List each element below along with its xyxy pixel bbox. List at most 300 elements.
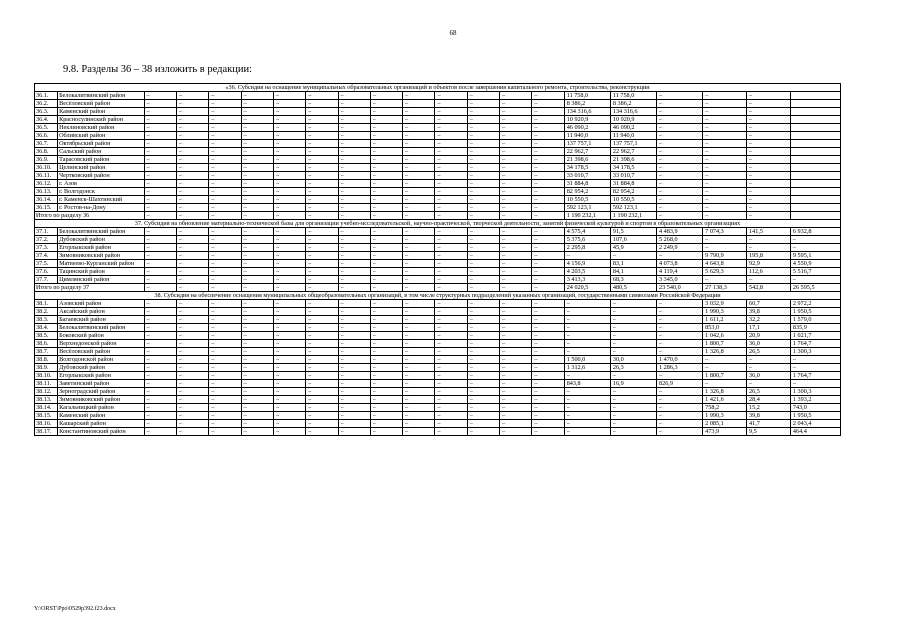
value-cell: – [403, 268, 435, 276]
value-cell: – [657, 196, 703, 204]
total-value-cell: 26 595,5 [790, 284, 840, 292]
value-cell: – [703, 204, 747, 212]
value-cell: – [241, 404, 273, 412]
row-number: 37.3. [35, 244, 58, 252]
municipality-name: Зимовниковский район [58, 396, 145, 404]
municipality-name: г. Волгодонск [58, 188, 145, 196]
value-cell: – [273, 300, 305, 308]
value-cell: – [209, 268, 241, 276]
value-cell: – [144, 388, 176, 396]
table-row [35, 244, 841, 252]
value-cell: – [176, 396, 208, 404]
value-cell: – [610, 372, 656, 380]
value-cell: – [370, 412, 402, 420]
value-cell: – [176, 316, 208, 324]
value-cell: – [176, 180, 208, 188]
value-cell: – [370, 364, 402, 372]
page-number: 68 [449, 29, 457, 37]
value-cell: 1 990,3 [703, 308, 747, 316]
value-cell: 91,5 [610, 228, 656, 236]
value-cell: – [657, 308, 703, 316]
row-number: 37.2. [35, 236, 58, 244]
value-cell: – [435, 252, 467, 260]
value-cell: 10 920,9 [610, 116, 656, 124]
value-cell: – [176, 300, 208, 308]
value-cell: 1 611,2 [703, 316, 747, 324]
row-number: 37.6. [35, 268, 58, 276]
value-cell: – [500, 172, 532, 180]
value-cell: – [790, 276, 840, 284]
value-cell: – [176, 116, 208, 124]
value-cell: – [306, 428, 338, 436]
value-cell: – [144, 124, 176, 132]
value-cell: – [403, 380, 435, 388]
value-cell: – [467, 156, 499, 164]
value-cell: – [747, 196, 791, 204]
value-cell: 28,4 [747, 396, 791, 404]
section-heading: 9.8. Разделы 36 – 38 изложить в редакции: [63, 64, 252, 75]
empty-cell [790, 156, 840, 164]
value-cell: – [338, 348, 370, 356]
value-cell: 1 326,8 [703, 348, 747, 356]
value-cell: – [435, 244, 467, 252]
value-cell: – [306, 332, 338, 340]
value-cell: – [273, 108, 305, 116]
value-cell: 1 300,3 [790, 388, 840, 396]
value-cell: – [435, 196, 467, 204]
value-cell: – [209, 404, 241, 412]
value-cell: 26,5 [747, 348, 791, 356]
total-value-cell: 27 138,3 [703, 284, 747, 292]
value-cell: – [338, 92, 370, 100]
value-cell: – [338, 172, 370, 180]
value-cell: – [403, 236, 435, 244]
table-row [35, 108, 841, 116]
row-number: 38.4. [35, 324, 58, 332]
value-cell: – [144, 164, 176, 172]
municipality-name: Тарасовский район [58, 156, 145, 164]
value-cell: – [241, 324, 273, 332]
row-number: 36.8. [35, 148, 58, 156]
value-cell: – [500, 316, 532, 324]
value-cell: 134 316,6 [610, 108, 656, 116]
table-row [35, 300, 841, 308]
value-cell: – [370, 348, 402, 356]
value-cell: – [467, 372, 499, 380]
value-cell: – [500, 100, 532, 108]
value-cell: 6 932,8 [790, 228, 840, 236]
value-cell: 60,7 [747, 300, 791, 308]
value-cell: – [144, 116, 176, 124]
municipality-name: Каменский район [58, 412, 145, 420]
total-value-cell: – [241, 284, 273, 292]
value-cell: 3 413,3 [564, 276, 610, 284]
value-cell: – [176, 236, 208, 244]
value-cell: – [273, 132, 305, 140]
total-value-cell: – [403, 284, 435, 292]
municipality-name: Белокалитвинский район [58, 92, 145, 100]
total-value-cell: – [532, 212, 564, 220]
value-cell: – [338, 148, 370, 156]
table-row [35, 396, 841, 404]
value-cell: – [370, 300, 402, 308]
value-cell: – [176, 404, 208, 412]
value-cell: – [176, 356, 208, 364]
municipality-name: Неклиновский район [58, 124, 145, 132]
value-cell: – [747, 124, 791, 132]
value-cell: – [209, 164, 241, 172]
value-cell: 4 550,9 [790, 260, 840, 268]
value-cell: – [144, 356, 176, 364]
value-cell: – [403, 412, 435, 420]
value-cell: – [306, 132, 338, 140]
value-cell: – [209, 148, 241, 156]
value-cell: – [500, 428, 532, 436]
value-cell: – [657, 204, 703, 212]
value-cell: – [370, 316, 402, 324]
value-cell: 758,2 [703, 404, 747, 412]
value-cell: – [306, 420, 338, 428]
value-cell: – [703, 172, 747, 180]
value-cell: – [273, 308, 305, 316]
row-number: 36.11. [35, 172, 58, 180]
value-cell: – [467, 332, 499, 340]
value-cell: – [144, 380, 176, 388]
row-number: 36.12. [35, 180, 58, 188]
value-cell: – [747, 380, 791, 388]
total-value-cell: – [500, 212, 532, 220]
total-value-cell: – [144, 284, 176, 292]
value-cell: – [435, 204, 467, 212]
value-cell: – [370, 188, 402, 196]
value-cell: – [435, 132, 467, 140]
value-cell: – [209, 420, 241, 428]
value-cell: – [209, 156, 241, 164]
total-value-cell: – [241, 212, 273, 220]
value-cell: – [500, 180, 532, 188]
value-cell: – [209, 188, 241, 196]
value-cell: – [435, 420, 467, 428]
value-cell: – [500, 372, 532, 380]
value-cell: – [657, 132, 703, 140]
value-cell: – [209, 396, 241, 404]
value-cell: – [241, 380, 273, 388]
row-number: 36.6. [35, 132, 58, 140]
table-row [35, 428, 841, 436]
value-cell: – [370, 196, 402, 204]
value-cell: – [338, 132, 370, 140]
table-row [35, 332, 841, 340]
value-cell: – [703, 180, 747, 188]
value-cell: 10 920,9 [564, 116, 610, 124]
value-cell: – [144, 324, 176, 332]
value-cell: – [176, 268, 208, 276]
value-cell: – [306, 124, 338, 132]
value-cell: – [747, 188, 791, 196]
value-cell: – [703, 244, 747, 252]
row-number: 36.9. [35, 156, 58, 164]
row-number: 38.1. [35, 300, 58, 308]
value-cell: – [241, 244, 273, 252]
value-cell: – [209, 172, 241, 180]
table-row [35, 404, 841, 412]
municipality-name: Весёловский район [58, 348, 145, 356]
value-cell: – [306, 108, 338, 116]
value-cell: – [532, 116, 564, 124]
municipality-name: Весёловский район [58, 100, 145, 108]
subsidy-table [34, 83, 841, 436]
value-cell: – [532, 372, 564, 380]
value-cell: – [273, 428, 305, 436]
value-cell: – [500, 244, 532, 252]
value-cell: – [306, 364, 338, 372]
value-cell: – [370, 388, 402, 396]
value-cell: – [747, 140, 791, 148]
value-cell: 5 516,7 [790, 268, 840, 276]
value-cell: – [273, 148, 305, 156]
table-row [35, 164, 841, 172]
total-row [35, 284, 841, 292]
value-cell: – [500, 308, 532, 316]
value-cell: – [241, 260, 273, 268]
total-value-cell: 480,5 [610, 284, 656, 292]
value-cell: – [467, 108, 499, 116]
value-cell: – [467, 132, 499, 140]
value-cell: – [532, 204, 564, 212]
municipality-name: Константиновский район [58, 428, 145, 436]
value-cell: – [209, 300, 241, 308]
value-cell: – [338, 396, 370, 404]
value-cell: – [273, 196, 305, 204]
value-cell: – [435, 276, 467, 284]
value-cell: – [338, 308, 370, 316]
value-cell: – [467, 244, 499, 252]
total-label: Итого по разделу 37 [35, 284, 145, 292]
value-cell: – [564, 420, 610, 428]
value-cell: – [500, 364, 532, 372]
value-cell: – [435, 148, 467, 156]
value-cell: 592 123,1 [610, 204, 656, 212]
value-cell: – [747, 92, 791, 100]
table-row [35, 172, 841, 180]
value-cell: – [370, 356, 402, 364]
value-cell: – [435, 396, 467, 404]
value-cell: – [273, 340, 305, 348]
table-row [35, 124, 841, 132]
value-cell: – [532, 260, 564, 268]
municipality-name: Кашарский район [58, 420, 145, 428]
value-cell: – [209, 428, 241, 436]
table-row [35, 204, 841, 212]
value-cell: – [338, 300, 370, 308]
value-cell: – [273, 372, 305, 380]
row-number: 38.3. [35, 316, 58, 324]
value-cell: – [273, 204, 305, 212]
value-cell: – [403, 252, 435, 260]
value-cell: – [273, 396, 305, 404]
value-cell: – [144, 172, 176, 180]
value-cell: – [273, 380, 305, 388]
value-cell: – [241, 204, 273, 212]
value-cell: 743,0 [790, 404, 840, 412]
value-cell: – [532, 380, 564, 388]
value-cell: – [610, 412, 656, 420]
value-cell: – [241, 356, 273, 364]
value-cell: – [467, 412, 499, 420]
value-cell: – [610, 396, 656, 404]
row-number: 36.15. [35, 204, 58, 212]
value-cell: – [435, 340, 467, 348]
value-cell: – [790, 244, 840, 252]
value-cell: – [144, 412, 176, 420]
value-cell: – [657, 124, 703, 132]
value-cell: – [209, 308, 241, 316]
municipality-name: Каменский район [58, 108, 145, 116]
value-cell: – [241, 428, 273, 436]
value-cell: – [532, 268, 564, 276]
row-number: 38.5. [35, 332, 58, 340]
value-cell: – [209, 100, 241, 108]
value-cell: – [790, 364, 840, 372]
value-cell: – [657, 324, 703, 332]
value-cell: – [370, 156, 402, 164]
value-cell: – [532, 228, 564, 236]
value-cell: – [657, 180, 703, 188]
value-cell: 5 268,0 [657, 236, 703, 244]
value-cell: – [241, 180, 273, 188]
value-cell: 4 483,9 [657, 228, 703, 236]
municipality-name: Чертковский район [58, 172, 145, 180]
value-cell: 1 470,0 [657, 356, 703, 364]
value-cell: 1 042,6 [703, 332, 747, 340]
value-cell: – [338, 332, 370, 340]
municipality-name: Зимовниковский район [58, 252, 145, 260]
municipality-name: Егорлыкский район [58, 372, 145, 380]
value-cell: – [241, 388, 273, 396]
value-cell: – [273, 116, 305, 124]
value-cell: – [370, 268, 402, 276]
value-cell: – [435, 156, 467, 164]
value-cell: – [209, 236, 241, 244]
value-cell: – [306, 324, 338, 332]
value-cell: – [657, 156, 703, 164]
municipality-name: Волгодонской район [58, 356, 145, 364]
value-cell: – [209, 412, 241, 420]
value-cell: – [209, 196, 241, 204]
value-cell: – [338, 372, 370, 380]
value-cell: – [370, 252, 402, 260]
table-row [35, 372, 841, 380]
value-cell: – [403, 300, 435, 308]
value-cell: – [306, 380, 338, 388]
table-row [35, 92, 841, 100]
value-cell: 843,8 [564, 380, 610, 388]
table-row [35, 156, 841, 164]
value-cell: – [144, 204, 176, 212]
value-cell: – [338, 188, 370, 196]
value-cell: – [306, 156, 338, 164]
value-cell: – [403, 148, 435, 156]
value-cell: – [500, 124, 532, 132]
value-cell: – [747, 364, 791, 372]
value-cell: – [144, 196, 176, 204]
value-cell: 10 550,5 [564, 196, 610, 204]
value-cell: – [703, 140, 747, 148]
value-cell: – [176, 260, 208, 268]
value-cell: – [370, 172, 402, 180]
row-number: 37.1. [35, 228, 58, 236]
value-cell: – [338, 108, 370, 116]
table-row [35, 420, 841, 428]
value-cell: – [209, 116, 241, 124]
value-cell: – [273, 180, 305, 188]
row-number: 36.2. [35, 100, 58, 108]
value-cell: – [435, 348, 467, 356]
row-number: 36.5. [35, 124, 58, 132]
row-number: 36.14. [35, 196, 58, 204]
value-cell: – [306, 340, 338, 348]
total-value-cell: – [209, 284, 241, 292]
row-number: 36.13. [35, 188, 58, 196]
value-cell: – [500, 356, 532, 364]
value-cell: – [273, 388, 305, 396]
value-cell: – [338, 412, 370, 420]
value-cell: – [532, 180, 564, 188]
value-cell: – [144, 340, 176, 348]
value-cell: – [306, 228, 338, 236]
row-number: 38.8. [35, 356, 58, 364]
value-cell: – [703, 380, 747, 388]
value-cell: 82 954,2 [564, 188, 610, 196]
value-cell: – [273, 364, 305, 372]
value-cell: 11 940,0 [610, 132, 656, 140]
value-cell: 84,1 [610, 268, 656, 276]
value-cell: – [144, 308, 176, 316]
value-cell: – [403, 132, 435, 140]
value-cell: – [241, 420, 273, 428]
total-value-cell: – [306, 212, 338, 220]
value-cell: – [500, 236, 532, 244]
value-cell: – [241, 348, 273, 356]
value-cell: – [500, 268, 532, 276]
value-cell: – [403, 308, 435, 316]
value-cell: – [657, 332, 703, 340]
value-cell: 34 178,5 [564, 164, 610, 172]
value-cell: – [564, 388, 610, 396]
value-cell: 33 010,7 [610, 172, 656, 180]
value-cell: – [403, 316, 435, 324]
row-number: 38.11. [35, 380, 58, 388]
table-row [35, 364, 841, 372]
value-cell: – [532, 388, 564, 396]
value-cell: – [306, 300, 338, 308]
value-cell: – [176, 132, 208, 140]
value-cell: – [703, 276, 747, 284]
value-cell: – [532, 316, 564, 324]
value-cell: – [338, 356, 370, 364]
value-cell: – [403, 372, 435, 380]
value-cell: – [370, 124, 402, 132]
value-cell: – [747, 164, 791, 172]
value-cell: – [500, 156, 532, 164]
value-cell: – [532, 140, 564, 148]
table-row [35, 316, 841, 324]
value-cell: – [144, 188, 176, 196]
table-row [35, 140, 841, 148]
value-cell: – [403, 100, 435, 108]
total-value-cell: – [747, 212, 791, 220]
municipality-name: Дубовский район [58, 364, 145, 372]
